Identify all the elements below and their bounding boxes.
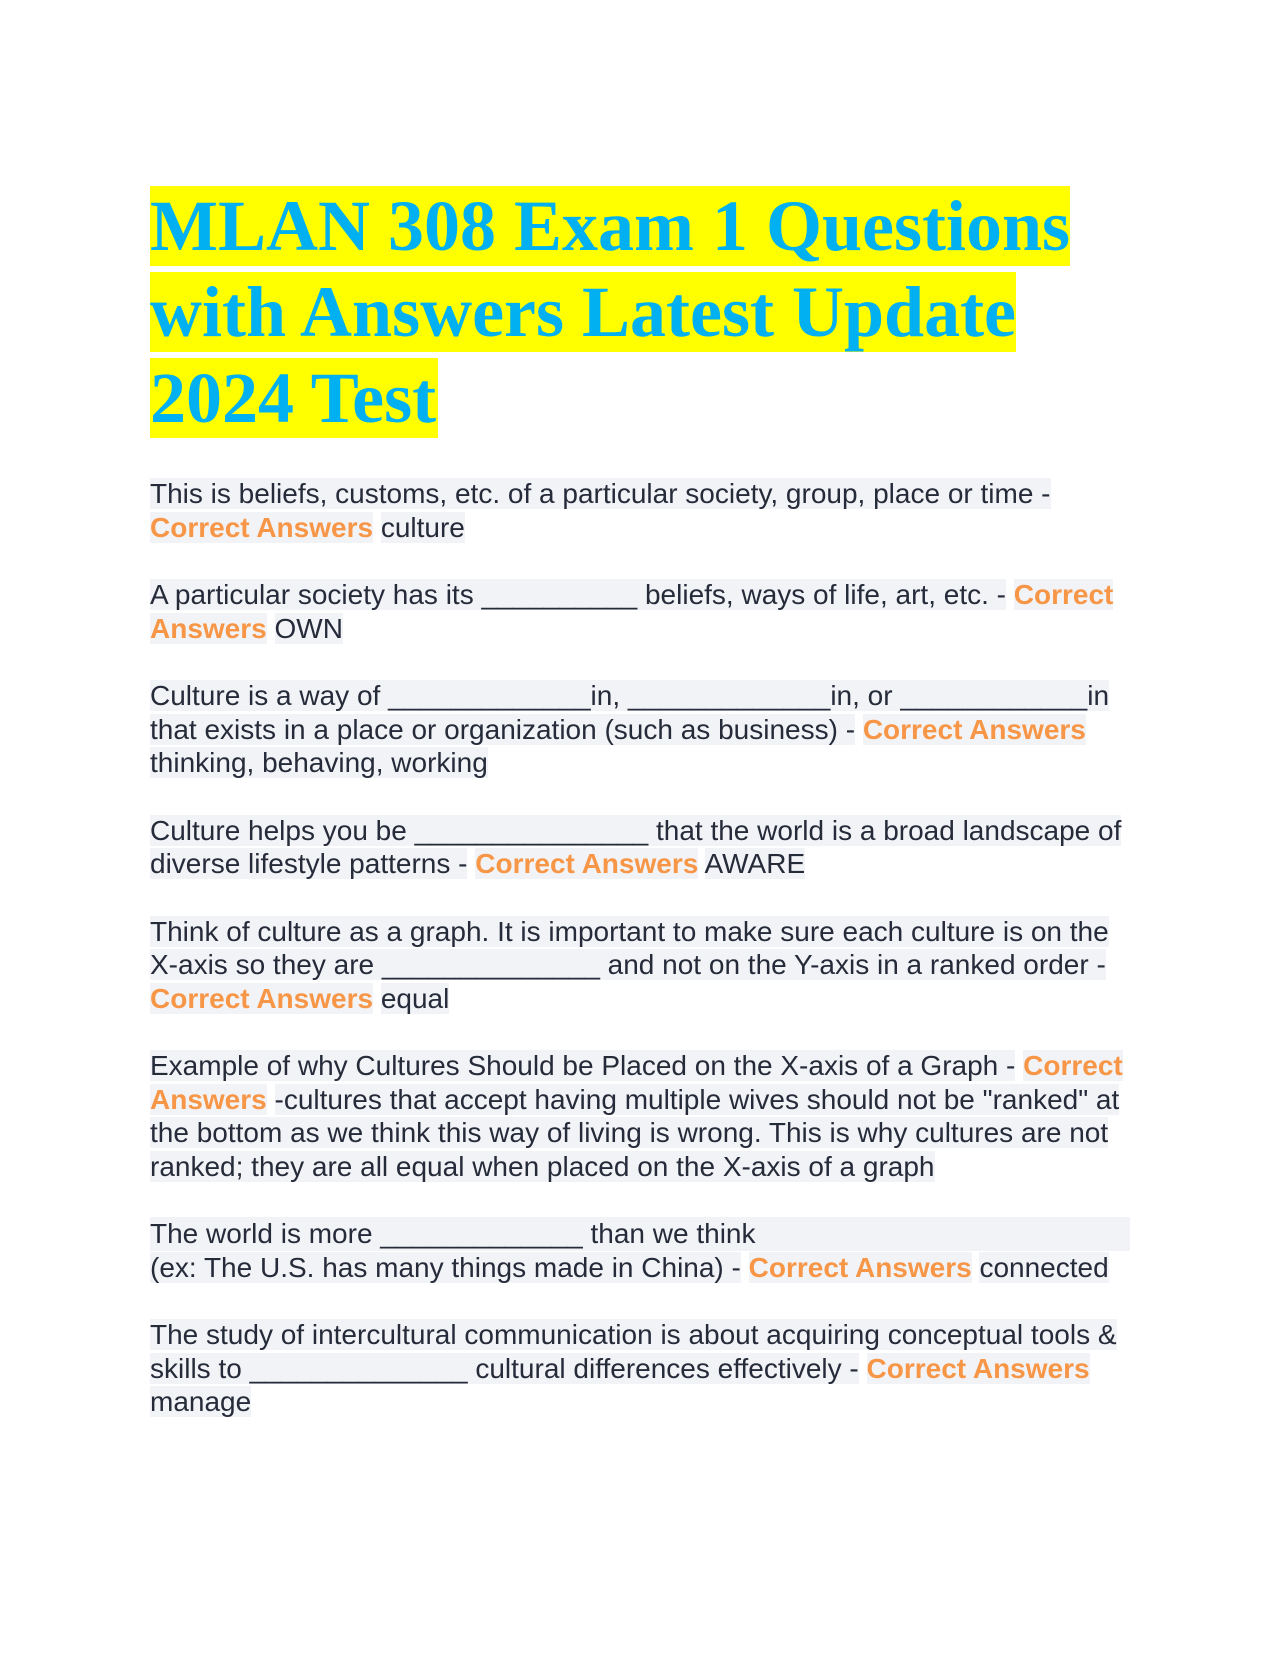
qa-item	[150, 1318, 1130, 1419]
correct-answers-label: Correct Answers	[150, 982, 374, 1014]
qa-item	[150, 1217, 1130, 1284]
qa-item	[150, 578, 1130, 645]
answer-text: equal	[380, 982, 450, 1014]
document-title-text: MLAN 308 Exam 1 Questions with Answers Latest Update 2024 Test	[150, 186, 1071, 438]
question-text: Culture helps you be _______________ that the world is a broad landscape of diverse lifestyle patterns -	[150, 814, 1122, 879]
question-text: Example of why Cultures Should be Placed on the X-axis of a Graph -	[150, 1050, 1016, 1081]
correct-answers-label: Correct Answers	[862, 713, 1086, 745]
answer-text: culture	[380, 511, 465, 543]
answer-text: OWN	[274, 612, 343, 644]
answer-text: AWARE	[704, 848, 806, 879]
correct-answers-label: Correct Answers	[748, 1251, 972, 1283]
qa-item	[150, 477, 1130, 544]
qa-item	[150, 1049, 1130, 1183]
question-text-continued: (ex: The U.S. has many things made in China) -	[150, 1251, 741, 1283]
correct-answers-label: Correct Answers	[866, 1352, 1090, 1384]
answer-text: connected	[979, 1251, 1109, 1283]
question-text: The study of intercultural communication is about acquiring conceptual tools & skills to ______________ cultural differences effectively -	[150, 1319, 1117, 1384]
qa-item	[150, 814, 1130, 881]
question-text: This is beliefs, customs, etc. of a particular society, group, place or time -	[150, 478, 1051, 509]
document-title	[150, 183, 1130, 441]
document-page	[150, 183, 1130, 1453]
correct-answers-label: Correct Answers	[150, 579, 1114, 644]
correct-answers-label: Correct Answers	[150, 511, 374, 543]
question-text: Think of culture as a graph. It is important to make sure each culture is on the X-axis so they are ______________ and not on the Y-axis in a ranked order -	[150, 915, 1109, 980]
correct-answers-label: Correct Answers	[150, 1050, 1123, 1115]
correct-answers-label: Correct Answers	[475, 848, 699, 879]
question-text: Culture is a way of _____________in, _____________in, or ____________in that exists in a place or organization (such as business) -	[150, 680, 1110, 745]
qa-item	[150, 915, 1130, 1016]
answer-text: -cultures that accept having multiple wives should not be "ranked" at the bottom as we think this way of living is wrong. This is why cultures are not ranked; they are all equal when placed on the X-axis of a graph	[150, 1083, 1120, 1182]
question-text: A particular society has its __________ beliefs, ways of life, art, etc. -	[150, 579, 1006, 610]
answer-text: manage	[150, 1386, 252, 1417]
answer-text: thinking, behaving, working	[150, 747, 488, 778]
qa-item	[150, 679, 1130, 780]
question-text: The world is more _____________ than we think	[150, 1217, 1130, 1251]
